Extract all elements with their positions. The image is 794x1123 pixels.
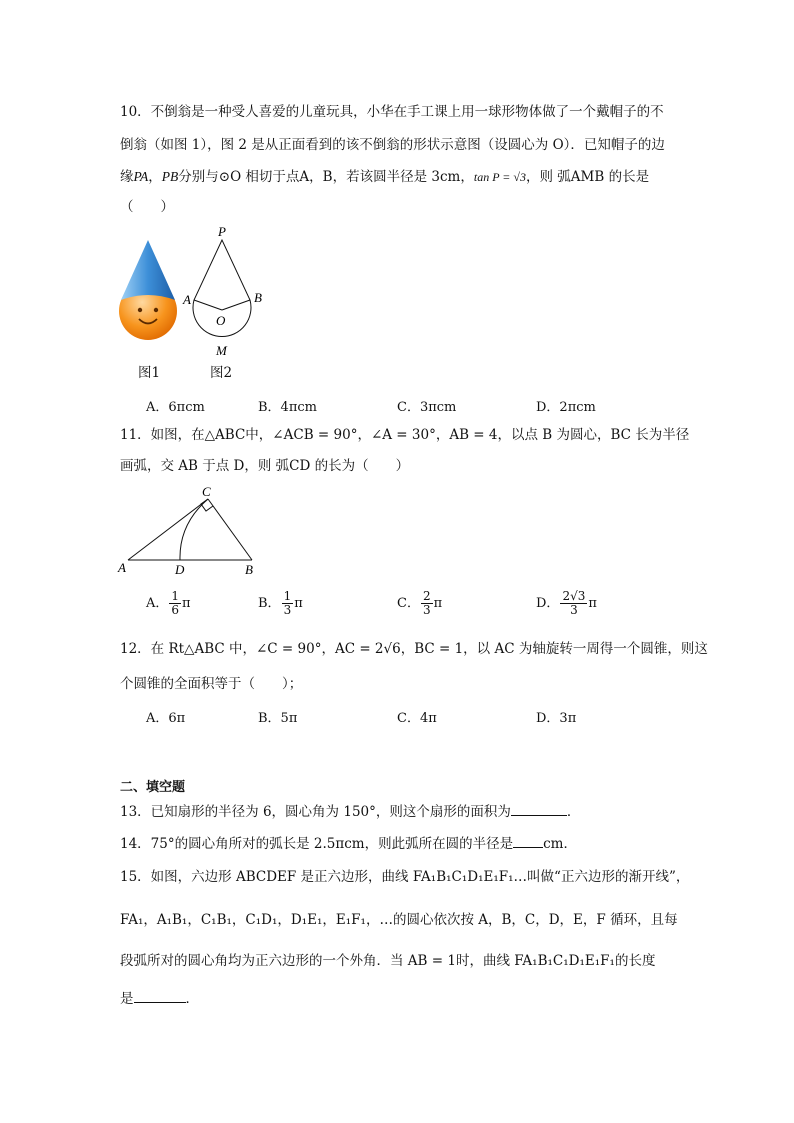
radius-oa: [194, 300, 222, 310]
q15-end: ．: [185, 991, 199, 1007]
q11-option-c-fraction: [421, 590, 433, 617]
q14-unit: cm．: [543, 836, 577, 852]
fig2-caption: 图2: [210, 365, 233, 381]
label-o: O: [216, 313, 226, 328]
q15-line1: 15．如图，六边形 ABCDEF 是正六边形，曲线 FA₁B₁C₁D₁E₁F₁…叫做“正六边形的渐开线”，: [120, 869, 690, 885]
side-ac: [128, 499, 208, 560]
q10-pb: PB: [161, 169, 179, 184]
q11-option-a-num: 1: [171, 589, 180, 603]
doll-eye-right: [154, 308, 158, 312]
q11-option-c-pi: π: [433, 596, 443, 611]
q12-option-b: B．5π: [258, 711, 298, 726]
q10-line3-a: 缘: [120, 169, 134, 185]
q11-option-d-den: 3: [570, 603, 578, 617]
q15-answer-blank[interactable]: [134, 988, 186, 1003]
q11-option-c-den: 3: [422, 603, 431, 617]
q11-option-a-letter: A．: [146, 596, 169, 611]
q11-line1: 11．如图，在△ABC中，∠ACB = 90°，∠A = 30°，AB = 4，以点 B 为圆心，BC 长为半径: [120, 427, 690, 443]
tumbler-schematic-figure: [180, 224, 280, 359]
q10-line3: [120, 168, 680, 186]
q11-option-a-pi: π: [182, 596, 191, 611]
q11-option-a-den: 6: [171, 603, 180, 617]
label-a: A: [183, 292, 191, 307]
q11-option-b-num: 1: [283, 589, 292, 603]
q13-text: 13．已知扇形的半径为 6，圆心角为 150°，则这个扇形的面积为: [120, 804, 511, 820]
radius-ob: [222, 300, 250, 310]
q14-answer-blank[interactable]: [513, 833, 543, 848]
q13-answer-blank[interactable]: [511, 801, 567, 816]
q12-option-d: D．3π: [536, 711, 577, 726]
q15-line3: 段弧所对的圆心角均为正六边形的一个外角．当 AB = 1时，曲线 FA₁B₁C₁D₁E₁F₁的长度: [120, 953, 656, 969]
tumbler-doll-figure: [118, 238, 180, 343]
q10-pa: PA: [133, 169, 149, 184]
doll-eye-left: [138, 308, 142, 312]
q15-text: 是: [120, 991, 134, 1007]
label-b: B: [245, 562, 253, 576]
q10-line1: 10．不倒翁是一种受人喜爱的儿童玩具，小华在手工课上用一球形物体做了一个戴帽子的不: [120, 104, 664, 120]
q11-option-a-fraction: [169, 590, 181, 617]
q10-line3-e: 分别与⊙O 相切于点A，B，若该圆半径是 3cm，: [178, 169, 474, 185]
q15-line2: FA₁，A₁B₁，C₁B₁，C₁D₁，D₁E₁，E₁F₁，…的圆心依次按 A，B，C，D，E，F 循环，且每: [120, 912, 678, 928]
q11-option-b-den: 3: [283, 603, 292, 617]
q12-option-c: C．4π: [397, 711, 437, 726]
section-fill-in-heading: 二、填空题: [120, 780, 186, 795]
q10-line3-c: ，: [148, 169, 162, 185]
q10-option-b: B．4πcm: [258, 400, 317, 415]
label-b: B: [254, 290, 262, 305]
q11-option-d-pi: π: [588, 596, 597, 611]
q11-option-b-fraction: [282, 590, 294, 617]
q10-line2: 倒翁（如图 1），图 2 是从正面看到的该不倒翁的形状示意图（设圆心为 O）．已知帽子的边: [120, 137, 665, 153]
q10-option-a: A．6πcm: [146, 400, 205, 415]
q10-option-c: C．3πcm: [397, 400, 457, 415]
q13-line: [120, 801, 680, 821]
q11-option-c-letter: C．: [397, 596, 420, 611]
right-angle-mark: [201, 499, 213, 511]
label-m: M: [216, 343, 227, 358]
q11-option-b-pi: π: [294, 596, 303, 611]
q11-option-d: [536, 590, 597, 617]
label-p: P: [218, 224, 226, 239]
q15-line4: [120, 988, 680, 1008]
q14-line: [120, 833, 680, 853]
q11-option-c-num: 2: [422, 589, 431, 603]
label-a: A: [118, 560, 126, 575]
q11-option-d-fraction: [560, 590, 587, 617]
q10-line4: （ ）: [120, 199, 174, 215]
q11-option-c: [397, 590, 442, 617]
label-c: C: [202, 484, 211, 499]
side-cb: [208, 499, 252, 560]
q12-option-a: A．6π: [146, 711, 186, 726]
label-d: D: [175, 562, 185, 576]
q12-line1: 12．在 Rt△ABC 中，∠C = 90°，AC = 2√6，BC = 1，以 AC 为轴旋转一周得一个圆锥，则这: [120, 641, 708, 657]
q11-option-b: [258, 590, 303, 617]
q13-end: ．: [566, 804, 581, 820]
q10-tanp: tan P = √3: [473, 170, 526, 184]
q10-option-d: D．2πcm: [536, 400, 596, 415]
q12-line2: 个圆锥的全面积等于（ ）；: [120, 676, 303, 692]
q14-text: 14．75°的圆心角所对的弧长是 2.5πcm，则此弧所在圆的半径是: [120, 836, 514, 852]
doll-hat: [121, 240, 175, 300]
q11-option-a: [146, 590, 191, 617]
triangle-figure: [114, 484, 264, 576]
q11-option-d-num: 2√3: [562, 589, 586, 603]
q11-option-d-letter: D．: [536, 596, 560, 611]
q10-line3-g: ，则 弧AMB 的长是: [526, 169, 650, 185]
fig1-caption: 图1: [138, 365, 161, 381]
q11-line2: 画弧，交 AB 于点 D，则 弧CD 的长为（ ）: [120, 458, 410, 474]
q11-option-b-letter: B．: [258, 596, 281, 611]
